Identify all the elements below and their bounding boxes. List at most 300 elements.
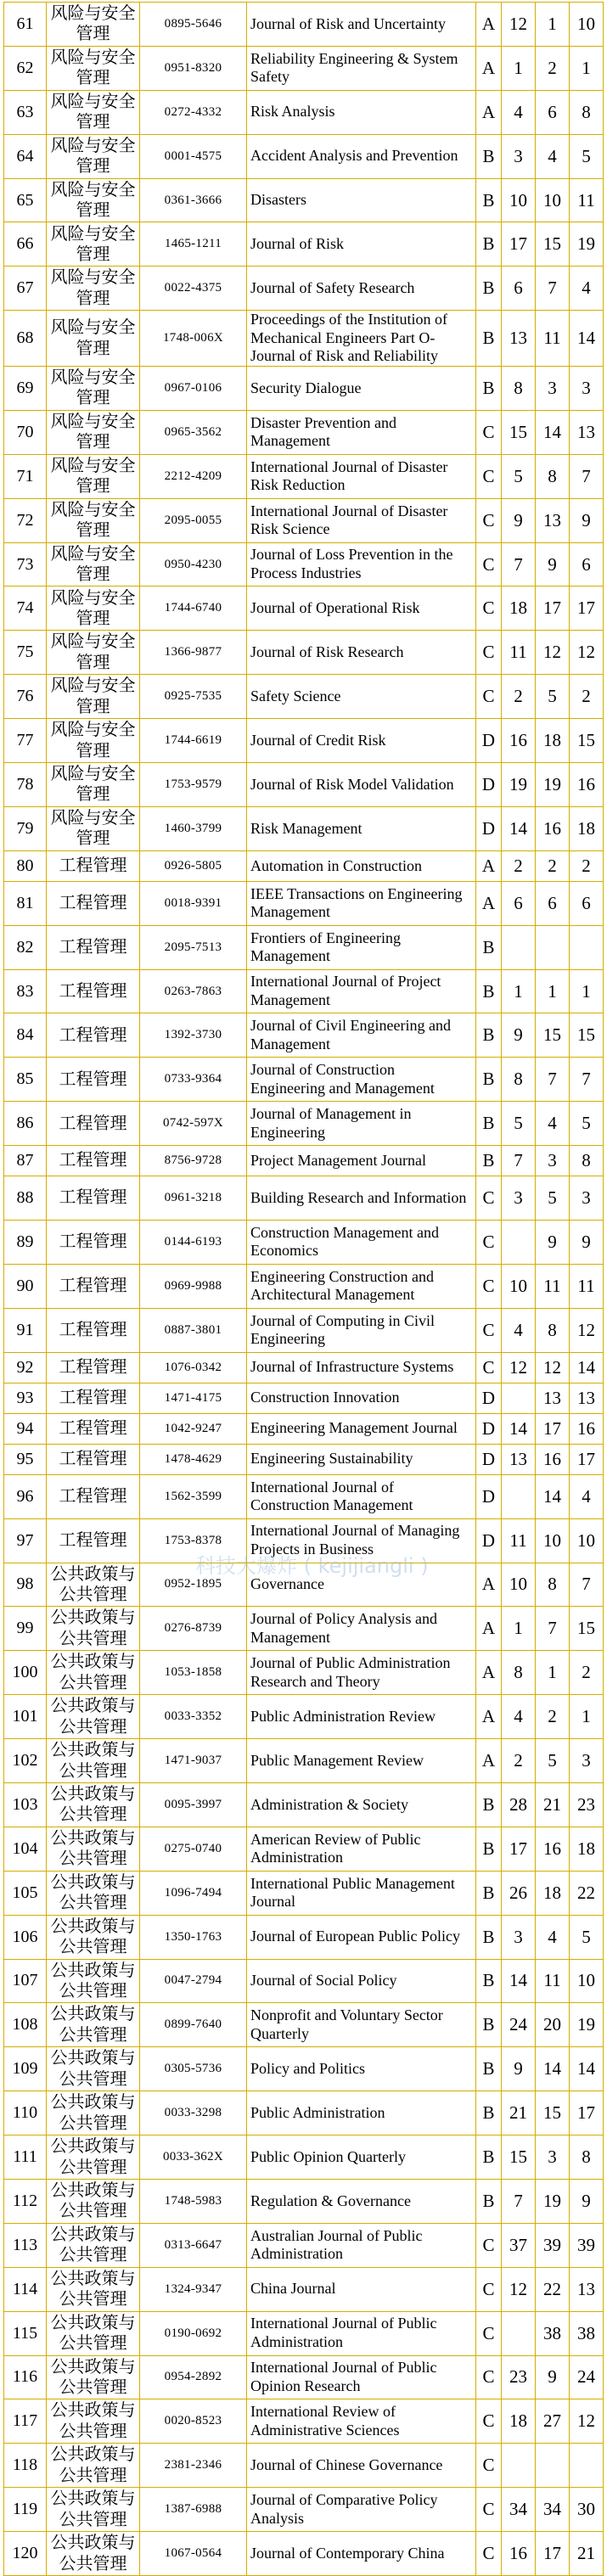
grade-level-cell: B <box>476 2179 502 2223</box>
row-number-cell: 68 <box>4 311 47 367</box>
table-row <box>4 806 604 850</box>
rank-3-cell: 12 <box>570 631 604 675</box>
rank-1-cell <box>502 2311 536 2355</box>
rank-2-cell: 7 <box>536 1058 570 1102</box>
table-row <box>4 719 604 763</box>
grade-level-cell: D <box>476 1474 502 1518</box>
journal-name-cell: Project Management Journal <box>247 1146 476 1176</box>
rank-2-cell: 16 <box>536 806 570 850</box>
rank-3-cell: 8 <box>570 90 604 134</box>
rank-2-cell: 1 <box>536 1651 570 1695</box>
field-category-cell: 公共政策与公共管理 <box>47 2532 140 2576</box>
journal-name-cell: Policy and Politics <box>247 2047 476 2091</box>
grade-level-cell: A <box>476 850 502 881</box>
rank-2-cell: 15 <box>536 222 570 267</box>
row-number-cell: 74 <box>4 586 47 631</box>
row-number-cell: 79 <box>4 806 47 850</box>
field-category-cell: 风险与安全管理 <box>47 806 140 850</box>
journal-name-cell: Journal of Safety Research <box>247 267 476 311</box>
field-category-cell: 工程管理 <box>47 1146 140 1176</box>
grade-level-cell: B <box>476 367 502 411</box>
journal-name-cell: China Journal <box>247 2267 476 2311</box>
grade-level-cell: D <box>476 719 502 763</box>
grade-level-cell: B <box>476 1959 502 2003</box>
rank-2-cell: 5 <box>536 1739 570 1783</box>
journal-name-cell: American Review of Public Administration <box>247 1827 476 1871</box>
field-category-cell: 公共政策与公共管理 <box>47 1827 140 1871</box>
journal-name-cell: Administration & Society <box>247 1782 476 1827</box>
table-row <box>4 1383 604 1413</box>
field-category-cell: 风险与安全管理 <box>47 46 140 90</box>
issn-code-cell: 1392-3730 <box>140 1013 247 1058</box>
journal-name-cell: Governance <box>247 1563 476 1607</box>
journal-name-cell: Journal of Risk and Uncertainty <box>247 3 476 47</box>
row-number-cell: 63 <box>4 90 47 134</box>
rank-1-cell: 1 <box>502 1607 536 1651</box>
journal-name-cell: Journal of Contemporary China <box>247 2532 476 2576</box>
table-row <box>4 2267 604 2311</box>
rank-1-cell: 18 <box>502 586 536 631</box>
field-category-cell: 公共政策与公共管理 <box>47 1695 140 1739</box>
issn-code-cell: 1753-9579 <box>140 763 247 807</box>
journal-name-cell: IEEE Transactions on Engineering Management <box>247 881 476 925</box>
grade-level-cell: B <box>476 969 502 1013</box>
row-number-cell: 84 <box>4 1013 47 1058</box>
row-number-cell: 118 <box>4 2444 47 2488</box>
grade-level-cell: C <box>476 2267 502 2311</box>
issn-code-cell: 0022-4375 <box>140 267 247 311</box>
journal-name-cell: Nonprofit and Voluntary Sector Quarterly <box>247 2003 476 2047</box>
table-row <box>4 1308 604 1352</box>
field-category-cell: 公共政策与公共管理 <box>47 2135 140 2180</box>
field-category-cell: 风险与安全管理 <box>47 90 140 134</box>
table-row <box>4 1695 604 1739</box>
table-row <box>4 2532 604 2576</box>
grade-level-cell: C <box>476 1176 502 1221</box>
table-row <box>4 311 604 367</box>
rank-3-cell: 17 <box>570 1444 604 1474</box>
rank-1-cell: 12 <box>502 3 536 47</box>
grade-level-cell: B <box>476 2047 502 2091</box>
rank-2-cell: 9 <box>536 2355 570 2399</box>
row-number-cell: 96 <box>4 1474 47 1518</box>
field-category-cell: 风险与安全管理 <box>47 134 140 178</box>
rank-3-cell: 1 <box>570 1695 604 1739</box>
rank-3-cell: 8 <box>570 1146 604 1176</box>
rank-2-cell <box>536 2444 570 2488</box>
rank-2-cell: 4 <box>536 134 570 178</box>
rank-2-cell: 14 <box>536 1474 570 1518</box>
row-number-cell: 70 <box>4 410 47 454</box>
grade-level-cell: D <box>476 1413 502 1444</box>
table-row <box>4 367 604 411</box>
row-number-cell: 69 <box>4 367 47 411</box>
field-category-cell: 工程管理 <box>47 1176 140 1221</box>
rank-3-cell: 11 <box>570 178 604 222</box>
journal-name-cell: International Journal of Project Management <box>247 969 476 1013</box>
grade-level-cell: A <box>476 1563 502 1607</box>
issn-code-cell: 0020-8523 <box>140 2399 247 2444</box>
journal-name-cell: Security Dialogue <box>247 367 476 411</box>
table-row <box>4 2179 604 2223</box>
issn-code-cell: 8756-9728 <box>140 1146 247 1176</box>
row-number-cell: 65 <box>4 178 47 222</box>
rank-2-cell: 19 <box>536 2179 570 2223</box>
grade-level-cell: B <box>476 178 502 222</box>
journal-name-cell: Journal of Comparative Policy Analysis <box>247 2488 476 2532</box>
rank-3-cell: 9 <box>570 1221 604 1265</box>
issn-code-cell: 0965-3562 <box>140 410 247 454</box>
rank-2-cell <box>536 925 570 969</box>
table-row <box>4 675 604 719</box>
field-category-cell: 风险与安全管理 <box>47 675 140 719</box>
rank-1-cell: 5 <box>502 454 536 498</box>
rank-3-cell: 11 <box>570 1264 604 1308</box>
grade-level-cell: C <box>476 586 502 631</box>
row-number-cell: 82 <box>4 925 47 969</box>
table-row <box>4 90 604 134</box>
issn-code-cell: 0095-3997 <box>140 1782 247 1827</box>
grade-level-cell: C <box>476 2223 502 2267</box>
rank-3-cell: 13 <box>570 410 604 454</box>
grade-level-cell: C <box>476 542 502 586</box>
field-category-cell: 风险与安全管理 <box>47 178 140 222</box>
journal-name-cell: Accident Analysis and Prevention <box>247 134 476 178</box>
rank-2-cell: 27 <box>536 2399 570 2444</box>
rank-3-cell: 13 <box>570 2267 604 2311</box>
field-category-cell: 风险与安全管理 <box>47 222 140 267</box>
issn-code-cell: 1076-0342 <box>140 1352 247 1383</box>
grade-level-cell: D <box>476 806 502 850</box>
journal-name-cell: Journal of Civil Engineering and Management <box>247 1013 476 1058</box>
rank-3-cell: 13 <box>570 1383 604 1413</box>
rank-1-cell: 19 <box>502 763 536 807</box>
journal-name-cell: International Public Management Journal <box>247 1871 476 1915</box>
grade-level-cell: C <box>476 631 502 675</box>
rank-1-cell: 34 <box>502 2488 536 2532</box>
rank-3-cell: 23 <box>570 1782 604 1827</box>
journal-name-cell: Frontiers of Engineering Management <box>247 925 476 969</box>
journal-name-cell: Journal of Loss Prevention in the Process Industries <box>247 542 476 586</box>
table-row <box>4 134 604 178</box>
rank-2-cell: 8 <box>536 1563 570 1607</box>
field-category-cell: 公共政策与公共管理 <box>47 1871 140 1915</box>
table-row <box>4 2444 604 2488</box>
rank-3-cell: 18 <box>570 806 604 850</box>
row-number-cell: 89 <box>4 1221 47 1265</box>
table-row <box>4 1058 604 1102</box>
row-number-cell: 93 <box>4 1383 47 1413</box>
table-row <box>4 46 604 90</box>
issn-code-cell: 0305-5736 <box>140 2047 247 2091</box>
table-row <box>4 1264 604 1308</box>
field-category-cell: 公共政策与公共管理 <box>47 2267 140 2311</box>
row-number-cell: 101 <box>4 1695 47 1739</box>
rank-2-cell: 11 <box>536 1264 570 1308</box>
issn-code-cell: 0190-0692 <box>140 2311 247 2355</box>
journal-name-cell: International Journal of Public Opinion Research <box>247 2355 476 2399</box>
field-category-cell: 公共政策与公共管理 <box>47 2355 140 2399</box>
issn-code-cell: 0033-362X <box>140 2135 247 2180</box>
rank-2-cell: 18 <box>536 719 570 763</box>
rank-1-cell: 10 <box>502 1264 536 1308</box>
grade-level-cell: A <box>476 90 502 134</box>
table-row <box>4 2488 604 2532</box>
row-number-cell: 66 <box>4 222 47 267</box>
row-number-cell: 76 <box>4 675 47 719</box>
rank-1-cell: 4 <box>502 1695 536 1739</box>
rank-1-cell: 14 <box>502 806 536 850</box>
rank-2-cell: 17 <box>536 586 570 631</box>
row-number-cell: 62 <box>4 46 47 90</box>
table-row <box>4 969 604 1013</box>
rank-1-cell: 18 <box>502 2399 536 2444</box>
rank-3-cell: 19 <box>570 2003 604 2047</box>
row-number-cell: 80 <box>4 850 47 881</box>
rank-1-cell: 9 <box>502 498 536 542</box>
rank-2-cell: 12 <box>536 1352 570 1383</box>
issn-code-cell: 0954-2892 <box>140 2355 247 2399</box>
rank-2-cell: 7 <box>536 1607 570 1651</box>
rank-3-cell: 10 <box>570 3 604 47</box>
row-number-cell: 71 <box>4 454 47 498</box>
row-number-cell: 111 <box>4 2135 47 2180</box>
rank-3-cell: 2 <box>570 675 604 719</box>
rank-3-cell: 7 <box>570 454 604 498</box>
journal-name-cell: Journal of Operational Risk <box>247 586 476 631</box>
rank-1-cell: 3 <box>502 1915 536 1959</box>
issn-code-cell: 2095-0055 <box>140 498 247 542</box>
field-category-cell: 工程管理 <box>47 969 140 1013</box>
issn-code-cell: 0895-5646 <box>140 3 247 47</box>
table-row <box>4 1013 604 1058</box>
table-row <box>4 1146 604 1176</box>
journal-name-cell: Risk Analysis <box>247 90 476 134</box>
field-category-cell: 公共政策与公共管理 <box>47 2047 140 2091</box>
grade-level-cell: D <box>476 1518 502 1563</box>
rank-3-cell: 8 <box>570 2135 604 2180</box>
issn-code-cell: 0952-1895 <box>140 1563 247 1607</box>
rank-3-cell: 3 <box>570 367 604 411</box>
journal-ranking-table <box>3 2 604 2576</box>
issn-code-cell: 0969-9988 <box>140 1264 247 1308</box>
rank-2-cell: 10 <box>536 1518 570 1563</box>
rank-1-cell: 6 <box>502 267 536 311</box>
rank-1-cell: 21 <box>502 2091 536 2135</box>
rank-2-cell: 4 <box>536 1102 570 1146</box>
field-category-cell: 工程管理 <box>47 1444 140 1474</box>
rank-3-cell: 15 <box>570 719 604 763</box>
rank-1-cell: 26 <box>502 1871 536 1915</box>
rank-2-cell: 1 <box>536 969 570 1013</box>
issn-code-cell: 1748-5983 <box>140 2179 247 2223</box>
journal-name-cell: International Journal of Construction Management <box>247 1474 476 1518</box>
field-category-cell: 工程管理 <box>47 1352 140 1383</box>
issn-code-cell: 0033-3352 <box>140 1695 247 1739</box>
rank-1-cell: 7 <box>502 542 536 586</box>
table-row <box>4 586 604 631</box>
table-row <box>4 498 604 542</box>
table-row <box>4 1871 604 1915</box>
grade-level-cell: B <box>476 1058 502 1102</box>
rank-1-cell <box>502 2444 536 2488</box>
journal-name-cell: Reliability Engineering & System Safety <box>247 46 476 90</box>
table-row <box>4 1444 604 1474</box>
issn-code-cell: 1324-9347 <box>140 2267 247 2311</box>
grade-level-cell: C <box>476 2399 502 2444</box>
journal-name-cell: Disaster Prevention and Management <box>247 410 476 454</box>
table-row <box>4 2311 604 2355</box>
grade-level-cell: B <box>476 2003 502 2047</box>
table-row <box>4 1518 604 1563</box>
rank-1-cell <box>502 925 536 969</box>
field-category-cell: 工程管理 <box>47 925 140 969</box>
grade-level-cell: C <box>476 2355 502 2399</box>
issn-code-cell: 2095-7513 <box>140 925 247 969</box>
rank-3-cell: 15 <box>570 1607 604 1651</box>
rank-2-cell: 11 <box>536 1959 570 2003</box>
rank-2-cell: 9 <box>536 542 570 586</box>
field-category-cell: 公共政策与公共管理 <box>47 2311 140 2355</box>
journal-name-cell: International Journal of Disaster Risk Science <box>247 498 476 542</box>
table-row <box>4 1915 604 1959</box>
row-number-cell: 104 <box>4 1827 47 1871</box>
table-row <box>4 2399 604 2444</box>
journal-name-cell: Engineering Construction and Architectural Management <box>247 1264 476 1308</box>
issn-code-cell: 1460-3799 <box>140 806 247 850</box>
issn-code-cell: 1067-0564 <box>140 2532 247 2576</box>
rank-2-cell: 3 <box>536 2135 570 2180</box>
journal-name-cell: Journal of Infrastructure Systems <box>247 1352 476 1383</box>
rank-1-cell: 16 <box>502 2532 536 2576</box>
grade-level-cell: D <box>476 1444 502 1474</box>
issn-code-cell: 1562-3599 <box>140 1474 247 1518</box>
row-number-cell: 77 <box>4 719 47 763</box>
journal-name-cell: Journal of Credit Risk <box>247 719 476 763</box>
journal-name-cell: Engineering Sustainability <box>247 1444 476 1474</box>
rank-2-cell: 20 <box>536 2003 570 2047</box>
rank-2-cell: 18 <box>536 1871 570 1915</box>
issn-code-cell: 0926-5805 <box>140 850 247 881</box>
table-row <box>4 410 604 454</box>
field-category-cell: 工程管理 <box>47 1102 140 1146</box>
journal-name-cell: Journal of Public Administration Research and Theory <box>247 1651 476 1695</box>
row-number-cell: 61 <box>4 3 47 47</box>
issn-code-cell: 0951-8320 <box>140 46 247 90</box>
grade-level-cell: D <box>476 1383 502 1413</box>
issn-code-cell: 1096-7494 <box>140 1871 247 1915</box>
issn-code-cell: 1471-9037 <box>140 1739 247 1783</box>
table-row <box>4 1221 604 1265</box>
table-row <box>4 1563 604 1607</box>
issn-code-cell: 0887-3801 <box>140 1308 247 1352</box>
field-category-cell: 风险与安全管理 <box>47 311 140 367</box>
rank-1-cell: 24 <box>502 2003 536 2047</box>
rank-1-cell: 17 <box>502 1827 536 1871</box>
field-category-cell: 风险与安全管理 <box>47 3 140 47</box>
rank-3-cell: 39 <box>570 2223 604 2267</box>
issn-code-cell: 0313-6647 <box>140 2223 247 2267</box>
rank-3-cell: 12 <box>570 1308 604 1352</box>
rank-1-cell <box>502 1221 536 1265</box>
field-category-cell: 公共政策与公共管理 <box>47 1563 140 1607</box>
row-number-cell: 83 <box>4 969 47 1013</box>
field-category-cell: 风险与安全管理 <box>47 498 140 542</box>
journal-name-cell: Construction Management and Economics <box>247 1221 476 1265</box>
row-number-cell: 91 <box>4 1308 47 1352</box>
rank-3-cell: 7 <box>570 1058 604 1102</box>
journal-name-cell: Journal of European Public Policy <box>247 1915 476 1959</box>
table-row <box>4 178 604 222</box>
row-number-cell: 99 <box>4 1607 47 1651</box>
field-category-cell: 工程管理 <box>47 1413 140 1444</box>
grade-level-cell: A <box>476 3 502 47</box>
issn-code-cell: 0047-2794 <box>140 1959 247 2003</box>
rank-1-cell: 11 <box>502 631 536 675</box>
grade-level-cell: C <box>476 1264 502 1308</box>
table-row <box>4 1413 604 1444</box>
field-category-cell: 工程管理 <box>47 881 140 925</box>
journal-name-cell: Safety Science <box>247 675 476 719</box>
grade-level-cell: A <box>476 1695 502 1739</box>
journal-name-cell: Automation in Construction <box>247 850 476 881</box>
rank-3-cell: 9 <box>570 2179 604 2223</box>
issn-code-cell: 0275-0740 <box>140 1827 247 1871</box>
rank-3-cell: 12 <box>570 2399 604 2444</box>
rank-1-cell: 17 <box>502 222 536 267</box>
grade-level-cell: A <box>476 1739 502 1783</box>
row-number-cell: 95 <box>4 1444 47 1474</box>
rank-1-cell: 8 <box>502 1651 536 1695</box>
rank-1-cell: 4 <box>502 90 536 134</box>
issn-code-cell: 1748-006X <box>140 311 247 367</box>
issn-code-cell: 0925-7535 <box>140 675 247 719</box>
field-category-cell: 工程管理 <box>47 850 140 881</box>
rank-3-cell: 14 <box>570 1352 604 1383</box>
table-row <box>4 2091 604 2135</box>
row-number-cell: 67 <box>4 267 47 311</box>
journal-name-cell: Journal of Management in Engineering <box>247 1102 476 1146</box>
row-number-cell: 117 <box>4 2399 47 2444</box>
rank-2-cell: 12 <box>536 631 570 675</box>
table-row <box>4 454 604 498</box>
field-category-cell: 工程管理 <box>47 1264 140 1308</box>
rank-3-cell: 4 <box>570 267 604 311</box>
rank-2-cell: 38 <box>536 2311 570 2355</box>
journal-name-cell: Regulation & Governance <box>247 2179 476 2223</box>
rank-2-cell: 17 <box>536 2532 570 2576</box>
row-number-cell: 94 <box>4 1413 47 1444</box>
field-category-cell: 公共政策与公共管理 <box>47 1607 140 1651</box>
rank-2-cell: 2 <box>536 850 570 881</box>
row-number-cell: 105 <box>4 1871 47 1915</box>
field-category-cell: 公共政策与公共管理 <box>47 1782 140 1827</box>
field-category-cell: 风险与安全管理 <box>47 763 140 807</box>
journal-name-cell: Public Administration Review <box>247 1695 476 1739</box>
journal-name-cell: Australian Journal of Public Administration <box>247 2223 476 2267</box>
table-body <box>4 3 604 2576</box>
issn-code-cell: 1366-9877 <box>140 631 247 675</box>
grade-level-cell: B <box>476 1827 502 1871</box>
rank-3-cell: 3 <box>570 1739 604 1783</box>
grade-level-cell: B <box>476 2135 502 2180</box>
row-number-cell: 113 <box>4 2223 47 2267</box>
rank-3-cell <box>570 2444 604 2488</box>
journal-name-cell: International Journal of Public Administration <box>247 2311 476 2355</box>
rank-3-cell: 5 <box>570 134 604 178</box>
grade-level-cell: C <box>476 2488 502 2532</box>
rank-2-cell: 14 <box>536 410 570 454</box>
